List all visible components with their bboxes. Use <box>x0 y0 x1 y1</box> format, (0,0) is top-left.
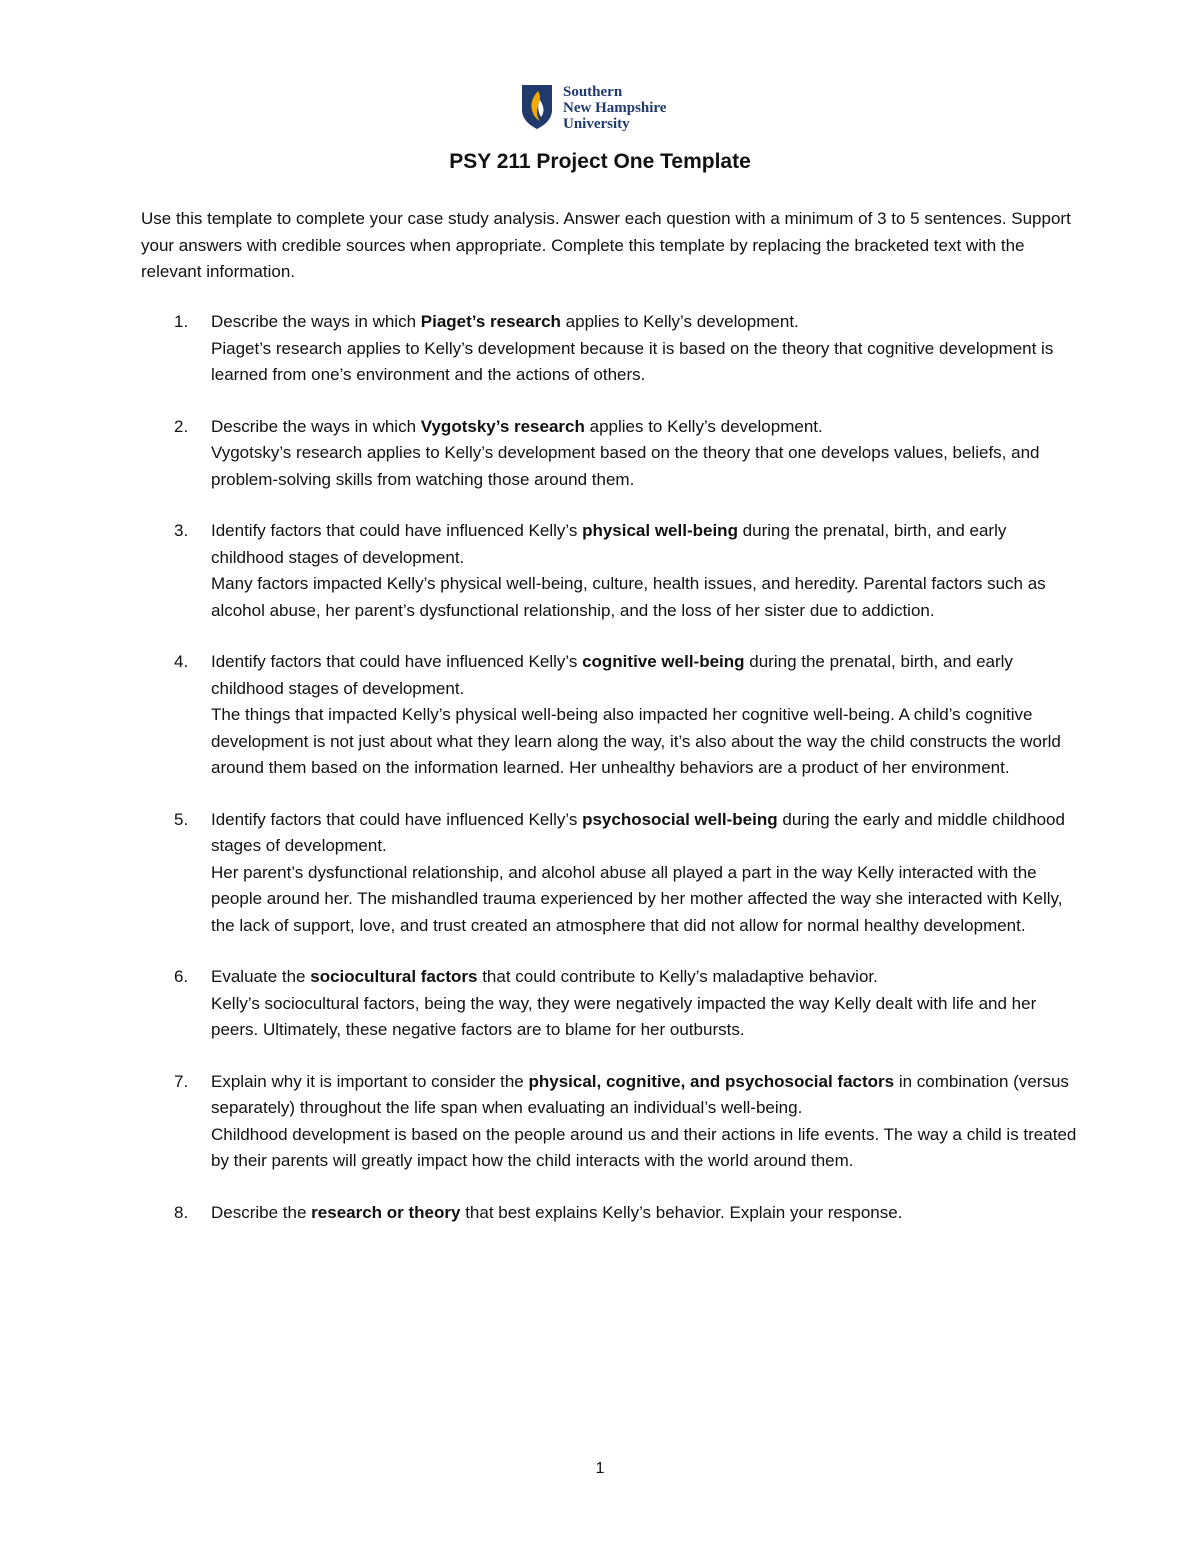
answer-text: Vygotsky’s research applies to Kelly’s development based on the theory that one develops values, beliefs, and problem-solving skills from watching those around them. <box>211 443 1040 489</box>
answer-text: Kelly’s sociocultural factors, being the way, they were negatively impacted the way Kelly dealt with life and her peers. Ultimately, these negative factors are to blame for her outbursts. <box>211 993 1037 1039</box>
answer-text: Her parent’s dysfunctional relationship, and alcohol abuse all played a part in the way Kelly interacted with the people around her. The mishandled trauma experienced by her mother affected the way she interacted with Kelly, the lack of support, love, and trust created an atmosphere that did not allow for normal healthy development. <box>211 862 1063 935</box>
page-number: 1 <box>595 1460 605 1477</box>
question-keyword: Piaget’s research <box>420 312 561 331</box>
answer-text: Many factors impacted Kelly’s physical well-being, culture, health issues, and heredity. Parental factors such as alcohol abuse, her parent’s dysfunctional relationship, and the loss of her sister due to addiction. <box>211 574 1046 620</box>
university-name <box>563 84 666 132</box>
logo-line-3: University <box>563 116 630 132</box>
question-item <box>141 649 1081 782</box>
question-item <box>141 414 1081 494</box>
question-number: 3. <box>174 521 189 540</box>
question-text: Describe the ways in which Piaget’s research applies to Kelly’s development. <box>211 312 799 331</box>
question-text: Identify factors that could have influenced Kelly’s cognitive well-being during the prenatal, birth, and early childhood stages of development. <box>211 652 1013 698</box>
shield-flame-icon <box>521 84 553 130</box>
question-item <box>141 1200 1081 1227</box>
question-text: Identify factors that could have influenced Kelly’s psychosocial well-being during the early and middle childhood stages of development. <box>211 809 1065 855</box>
question-number: 1. <box>174 312 189 331</box>
answer-text: Piaget’s research applies to Kelly’s development because it is based on the theory that cognitive development is learned from one’s environment and the actions of others. <box>211 338 1054 384</box>
question-keyword: research or theory <box>311 1202 461 1222</box>
question-item <box>141 518 1081 624</box>
question-text: Describe the research or theory that best explains Kelly’s behavior. Explain your response. <box>211 1202 903 1222</box>
question-number: 2. <box>174 416 189 436</box>
question-number: 7. <box>174 1071 189 1091</box>
question-keyword: physical, cognitive, and psychosocial factors <box>528 1071 895 1091</box>
question-number: 5. <box>174 809 189 829</box>
question-text: Describe the ways in which Vygotsky’s research applies to Kelly’s development. <box>211 416 823 436</box>
question-keyword: sociocultural factors <box>310 967 478 986</box>
question-item <box>141 807 1081 940</box>
intro-paragraph: Use this template to complete your case study analysis. Answer each question with a minimum of 3 to 5 sentences. Support your answers with credible sources when appropriate. Complete this template by replacing the bracketed text with the relevant information. <box>141 209 1071 281</box>
answer-text: The things that impacted Kelly’s physical well-being also impacted her cognitive well-being. A child’s cognitive development is not just about what they learn along the way, it’s also about the way the child constructs the world around them based on the information learned. Her unhealthy behaviors are a product of her environment. <box>211 705 1061 777</box>
question-text: Explain why it is important to consider the physical, cognitive, and psychosocial factors in combination (versus separately) throughout the life span when evaluating an individual’s well-being. <box>211 1071 1069 1117</box>
question-number: 6. <box>174 967 189 986</box>
question-list <box>141 309 1081 1251</box>
question-keyword: cognitive well-being <box>582 652 745 671</box>
question-number: 8. <box>174 1202 189 1222</box>
question-number: 4. <box>174 652 189 671</box>
document-title: PSY 211 Project One Template <box>449 150 751 173</box>
question-keyword: physical well-being <box>582 521 738 540</box>
question-item <box>141 309 1081 389</box>
question-item <box>141 1069 1081 1175</box>
university-logo <box>521 84 666 132</box>
question-item <box>141 964 1081 1044</box>
question-keyword: Vygotsky’s research <box>420 416 585 436</box>
logo-line-2: New Hampshire <box>563 100 667 116</box>
answer-text: Childhood development is based on the people around us and their actions in life events. The way a child is treated by their parents will greatly impact how the child interacts with the world around them. <box>211 1124 1077 1170</box>
logo-line-1: Southern <box>563 84 623 100</box>
question-text: Evaluate the sociocultural factors that could contribute to Kelly’s maladaptive behavior. <box>211 967 878 986</box>
question-keyword: psychosocial well-being <box>582 809 778 829</box>
question-text: Identify factors that could have influenced Kelly’s physical well-being during the prenatal, birth, and early childhood stages of development. <box>211 521 1007 567</box>
